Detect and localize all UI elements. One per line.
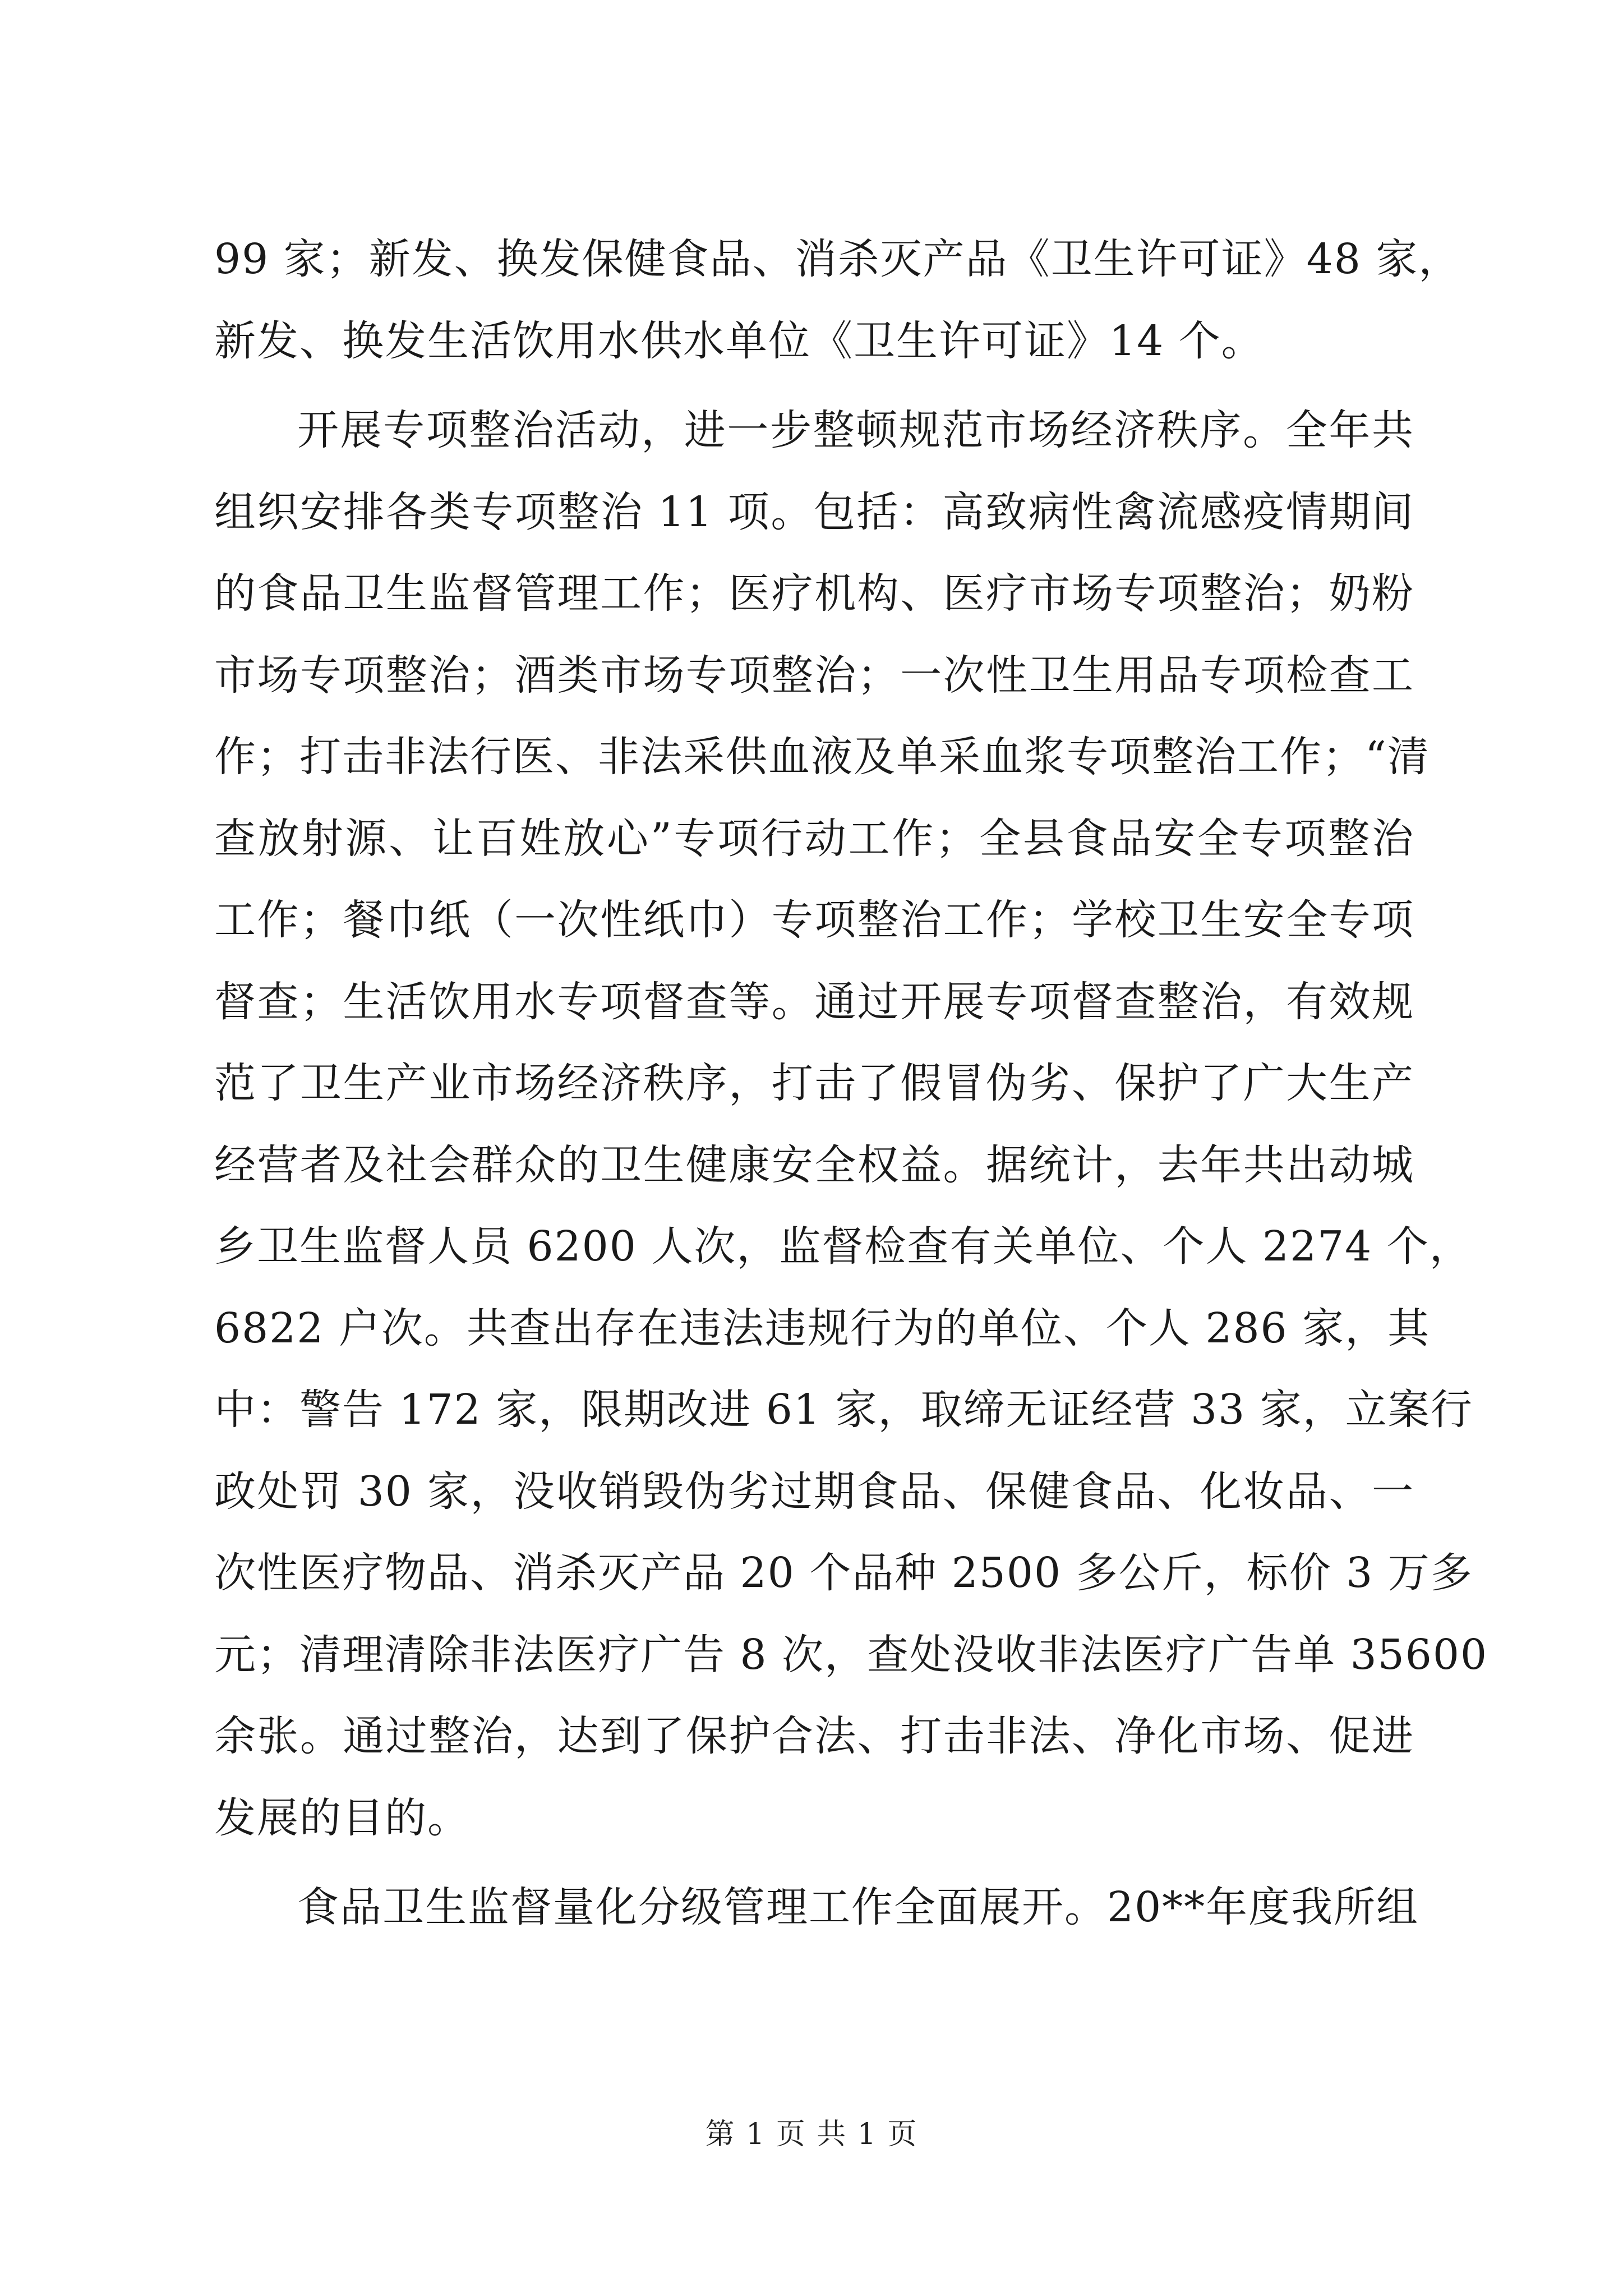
text-line: 作；打击非法行医、非法采供血液及单采血浆专项整治工作；“清 [214, 733, 1430, 781]
text-line: 食品卫生监督量化分级管理工作全面展开。20**年度我所组 [297, 1883, 1419, 1931]
text-line: 市场专项整治；酒类市场专项整治；一次性卫生用品专项检查工 [214, 651, 1414, 700]
text-line: 工作；餐巾纸（一次性纸巾）专项整治工作；学校卫生安全专项 [214, 896, 1414, 944]
text-line: 余张。通过整治，达到了保护合法、打击非法、净化市场、促进 [214, 1712, 1414, 1760]
text-line: 查放射源、让百姓放心”专项行动工作；全县食品安全专项整治 [214, 814, 1414, 863]
text-line: 范了卫生产业市场经济秩序，打击了假冒伪劣、保护了广大生产 [214, 1059, 1414, 1107]
paragraph-3 [214, 1867, 1419, 1949]
text-line: 次性医疗物品、消杀灭产品 20 个品种 2500 多公斤，标价 3 万多 [214, 1549, 1473, 1597]
text-line: 乡卫生监督人员 6200 人次，监督检查有关单位、个人 2274 个， [214, 1222, 1472, 1271]
text-line: 发展的目的。 [214, 1793, 470, 1842]
text-line: 的食品卫生监督管理工作；医疗机构、医疗市场专项整治；奶粉 [214, 569, 1414, 618]
text-line: 中：警告 172 家，限期改进 61 家，取缔无证经营 33 家，立案行 [214, 1386, 1473, 1434]
text-line: 经营者及社会群众的卫生健康安全权益。据统计，去年共出动城 [214, 1140, 1414, 1189]
text-line: 政处罚 30 家，没收销毁伪劣过期食品、保健食品、化妆品、一 [214, 1467, 1414, 1516]
text-line: 元；清理清除非法医疗广告 8 次，查处没收非法医疗广告单 35600 [214, 1630, 1488, 1679]
document-body [214, 219, 1488, 1949]
page-footer: 第 1 页 共 1 页 [705, 2118, 918, 2151]
text-line: 组织安排各类专项整治 11 项。包括：高致病性禽流感疫情期间 [214, 487, 1414, 536]
text-line: 99 家；新发、换发保健食品、消杀灭产品《卫生许可证》48 家， [214, 235, 1461, 283]
text-line: 开展专项整治活动，进一步整顿规范市场经济秩序。全年共 [297, 406, 1414, 454]
paragraph-2 [214, 390, 1488, 1859]
text-line: 新发、换发生活饮用水供水单位《卫生许可证》14 个。 [214, 316, 1264, 365]
paragraph-1 [214, 219, 1461, 382]
text-line: 督查；生活饮用水专项督查等。通过开展专项督查整治，有效规 [214, 977, 1414, 1026]
text-line: 6822 户次。共查出存在违法违规行为的单位、个人 286 家，其 [214, 1304, 1431, 1352]
